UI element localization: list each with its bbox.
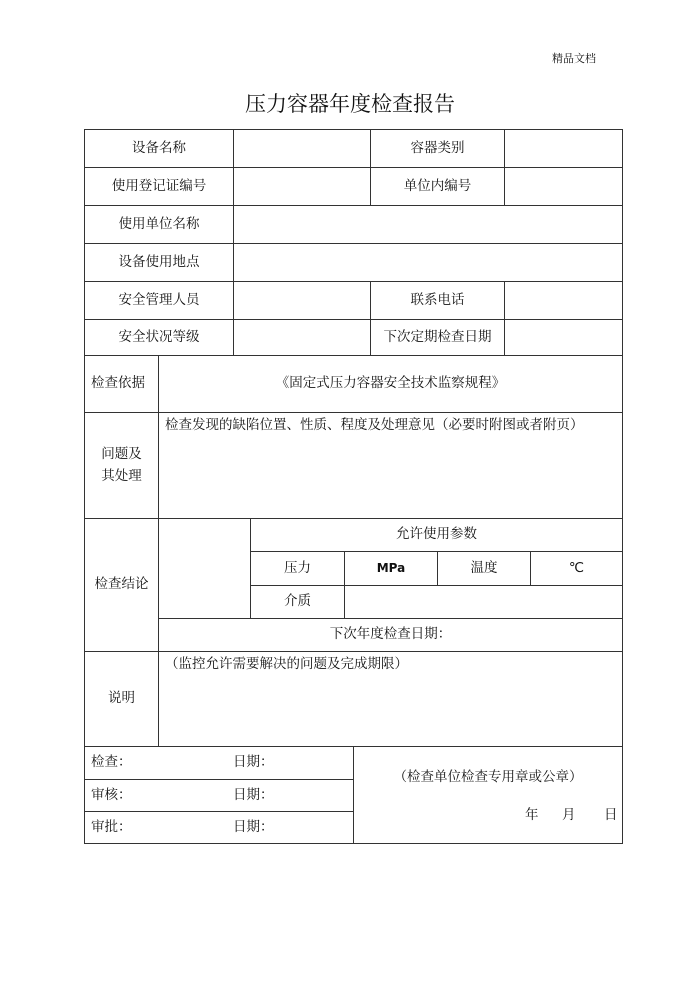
field-user-unit[interactable]	[233, 205, 623, 244]
field-registration-no[interactable]	[233, 167, 371, 206]
label-pressure: 压力	[250, 551, 345, 586]
label-basis: 检查依据	[84, 355, 159, 413]
params-title: 允许使用参数	[250, 518, 623, 552]
label-internal-no: 单位内编号	[370, 167, 505, 206]
notes-hint: （监控允许需要解决的问题及完成期限）	[165, 656, 408, 672]
header-note: 精品文档	[552, 52, 596, 65]
seal-day: 日	[604, 807, 618, 823]
label-vessel-category: 容器类别	[370, 129, 505, 168]
signoff-approve[interactable]	[84, 811, 354, 844]
field-phone[interactable]	[504, 281, 623, 320]
temperature-unit[interactable]: ℃	[530, 551, 623, 586]
problems-hint: 检查发现的缺陷位置、性质、程度及处理意见（必要时附图或者附页）	[165, 417, 584, 433]
next-annual-date[interactable]: 下次年度检查日期：	[158, 618, 623, 652]
signoff-role: 审核：	[91, 786, 132, 803]
seal-month: 月	[562, 807, 576, 823]
signoff-role: 审批：	[91, 818, 132, 835]
label-location: 设备使用地点	[84, 243, 234, 282]
signoff-role: 检查：	[91, 754, 132, 771]
seal-area[interactable]	[353, 746, 623, 844]
field-location[interactable]	[233, 243, 623, 282]
page-title: 压力容器年度检查报告	[245, 92, 455, 116]
basis-value: 《固定式压力容器安全技术监察规程》	[158, 355, 623, 413]
pressure-unit[interactable]: MPa	[344, 551, 438, 586]
seal-year: 年	[525, 807, 539, 823]
field-safety-grade[interactable]	[233, 319, 371, 356]
label-registration-no: 使用登记证编号	[84, 167, 234, 206]
signoff-date: 日期：	[233, 754, 274, 771]
label-problems: 问题及其处理	[84, 412, 159, 519]
signoff-check[interactable]	[84, 746, 354, 780]
signoff-review[interactable]	[84, 779, 354, 812]
label-user-unit: 使用单位名称	[84, 205, 234, 244]
label-notes: 说明	[84, 651, 159, 747]
field-next-inspection[interactable]	[504, 319, 623, 356]
label-conclusion: 检查结论	[84, 518, 159, 652]
label-phone: 联系电话	[370, 281, 505, 320]
label-temperature: 温度	[437, 551, 531, 586]
label-next-inspection: 下次定期检查日期	[370, 319, 505, 356]
label-safety-manager: 安全管理人员	[84, 281, 234, 320]
field-conclusion[interactable]	[158, 518, 251, 619]
label-medium: 介质	[250, 585, 345, 619]
field-notes[interactable]	[158, 651, 623, 747]
label-safety-grade: 安全状况等级	[84, 319, 234, 356]
field-safety-manager[interactable]	[233, 281, 371, 320]
field-medium[interactable]	[344, 585, 623, 619]
field-device-name[interactable]	[233, 129, 371, 168]
signoff-date: 日期：	[233, 818, 274, 835]
seal-text: （检查单位检查专用章或公章）	[393, 769, 583, 785]
field-vessel-category[interactable]	[504, 129, 623, 168]
field-problems[interactable]	[158, 412, 623, 519]
label-device-name: 设备名称	[84, 129, 234, 168]
field-internal-no[interactable]	[504, 167, 623, 206]
signoff-date: 日期：	[233, 786, 274, 803]
